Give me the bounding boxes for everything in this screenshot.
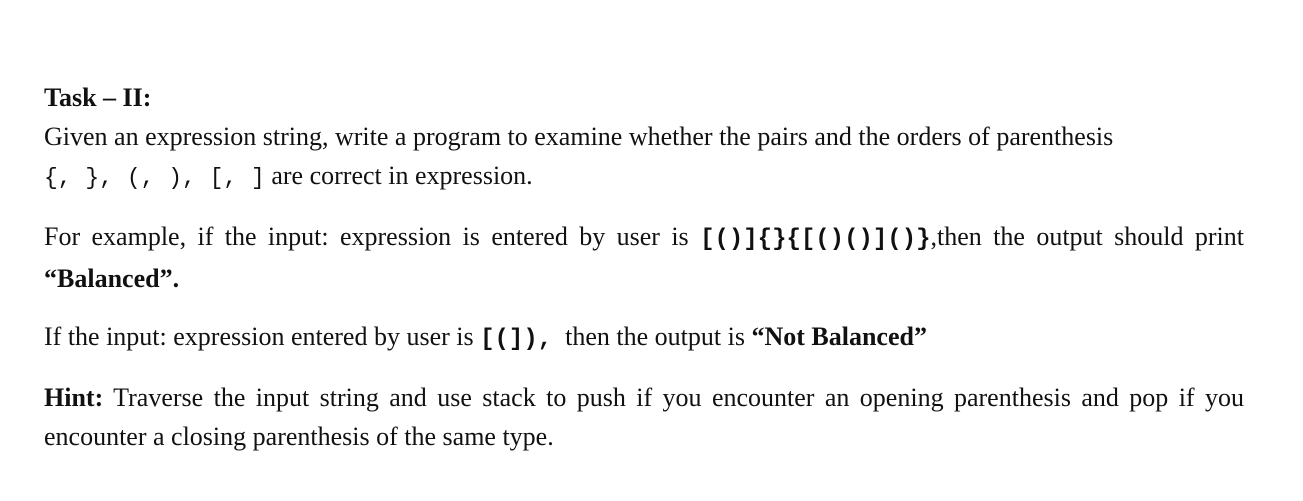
example-balanced (44, 217, 1244, 298)
example-not-balanced-suffix: then the output is (552, 322, 752, 351)
example-balanced-suffix: ,then the output should print (930, 222, 1245, 251)
hint-label: Hint: (44, 383, 104, 412)
example-not-balanced (44, 317, 1244, 359)
example-balanced-prefix: For example, if the input: expression is entered by user is (44, 222, 701, 251)
task-description-text: Given an expression string, write a program to examine whether the pairs and the orders of parenthesis (44, 122, 1114, 151)
hint (44, 378, 1244, 456)
task-title: Task – II: (44, 83, 152, 112)
document-body (44, 78, 1244, 456)
task-description (44, 117, 1244, 198)
balanced-expression: [()]{}{[()()]()} (700, 226, 931, 253)
parenthesis-symbols: {, }, (, ), [, ] (44, 165, 265, 191)
example-not-balanced-prefix: If the input: expression entered by user is (44, 322, 481, 351)
not-balanced-result: “Not Balanced” (751, 322, 927, 351)
not-balanced-expression: [(]), (480, 326, 553, 353)
task-description-end: are correct in expression. (264, 161, 533, 190)
hint-text: Traverse the input string and use stack to push if you encounter an opening parenthesis and pop if you encounter a closing parenthesis of the same type. (44, 383, 1244, 451)
balanced-result: “Balanced”. (44, 264, 180, 293)
